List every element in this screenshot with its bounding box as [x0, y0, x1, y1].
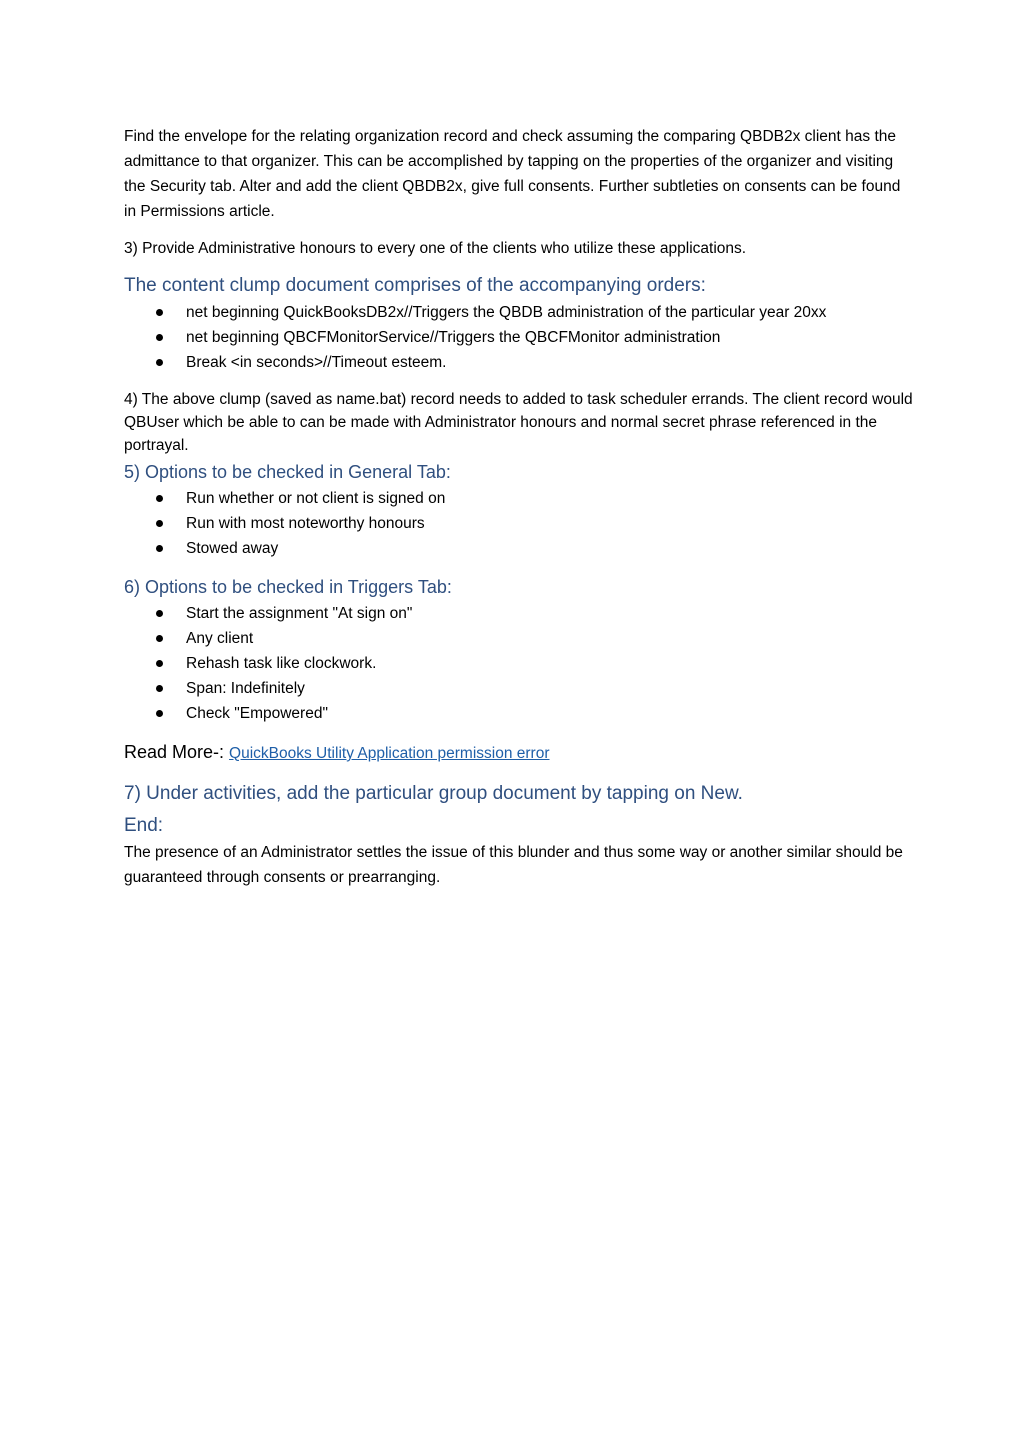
list-item: Rehash task like clockwork.	[124, 651, 914, 676]
bullet-icon	[156, 359, 163, 366]
list-item: Run with most noteworthy honours	[124, 511, 914, 536]
list-item: Start the assignment "At sign on"	[124, 601, 914, 626]
read-more-link[interactable]: QuickBooks Utility Application permission error	[229, 745, 550, 762]
list-item: Span: Indefinitely	[124, 676, 914, 701]
content-clump-heading: The content clump document comprises of the accompanying orders:	[124, 275, 706, 296]
read-more-line	[124, 740, 914, 766]
list-item: Break <in seconds>//Timeout esteem.	[124, 350, 914, 375]
bullet-icon	[156, 685, 163, 692]
triggers-tab-list	[124, 601, 914, 726]
bullet-icon	[156, 710, 163, 717]
step-4-text: 4) The above clump (saved as name.bat) record needs to added to task scheduler errands. The client record would QBUser which be able to can be made with Administrator honours and normal secret phrase referenced in the portrayal.	[124, 391, 913, 454]
general-tab-list	[124, 486, 914, 561]
general-tab-heading: 5) Options to be checked in General Tab:	[124, 462, 451, 482]
content-clump-list	[124, 300, 914, 375]
end-heading: End:	[124, 815, 164, 836]
bullet-icon	[156, 495, 163, 502]
bullet-icon	[156, 334, 163, 341]
list-item: Any client	[124, 626, 914, 651]
list-item: Check "Empowered"	[124, 701, 914, 726]
step-3-text: 3) Provide Administrative honours to every one of the clients who utilize these applications.	[124, 240, 747, 257]
list-item: Stowed away	[124, 536, 914, 561]
end-paragraph: The presence of an Administrator settles the issue of this blunder and thus some way or another similar should be guaranteed through consents or prearranging.	[124, 844, 903, 886]
intro-paragraph: Find the envelope for the relating organization record and check assuming the comparing QBDB2x client has the admittance to that organizer. This can be accomplished by tapping on the properties of the organizer and visiting the Security tab. Alter and add the client QBDB2x, give full consents. Further subtleties on consents can be found in Permissions article.	[124, 128, 901, 220]
list-item: net beginning QBCFMonitorService//Triggers the QBCFMonitor administration	[124, 325, 914, 350]
list-item: net beginning QuickBooksDB2x//Triggers the QBDB administration of the particular year 20xx	[124, 300, 914, 325]
bullet-icon	[156, 610, 163, 617]
bullet-icon	[156, 309, 163, 316]
step-7-heading: 7) Under activities, add the particular group document by tapping on New.	[124, 783, 743, 804]
document-page	[124, 124, 914, 890]
read-more-label: Read More-:	[124, 742, 230, 762]
bullet-icon	[156, 545, 163, 552]
bullet-icon	[156, 635, 163, 642]
bullet-icon	[156, 660, 163, 667]
bullet-icon	[156, 520, 163, 527]
list-item: Run whether or not client is signed on	[124, 486, 914, 511]
triggers-tab-heading: 6) Options to be checked in Triggers Tab:	[124, 577, 452, 597]
